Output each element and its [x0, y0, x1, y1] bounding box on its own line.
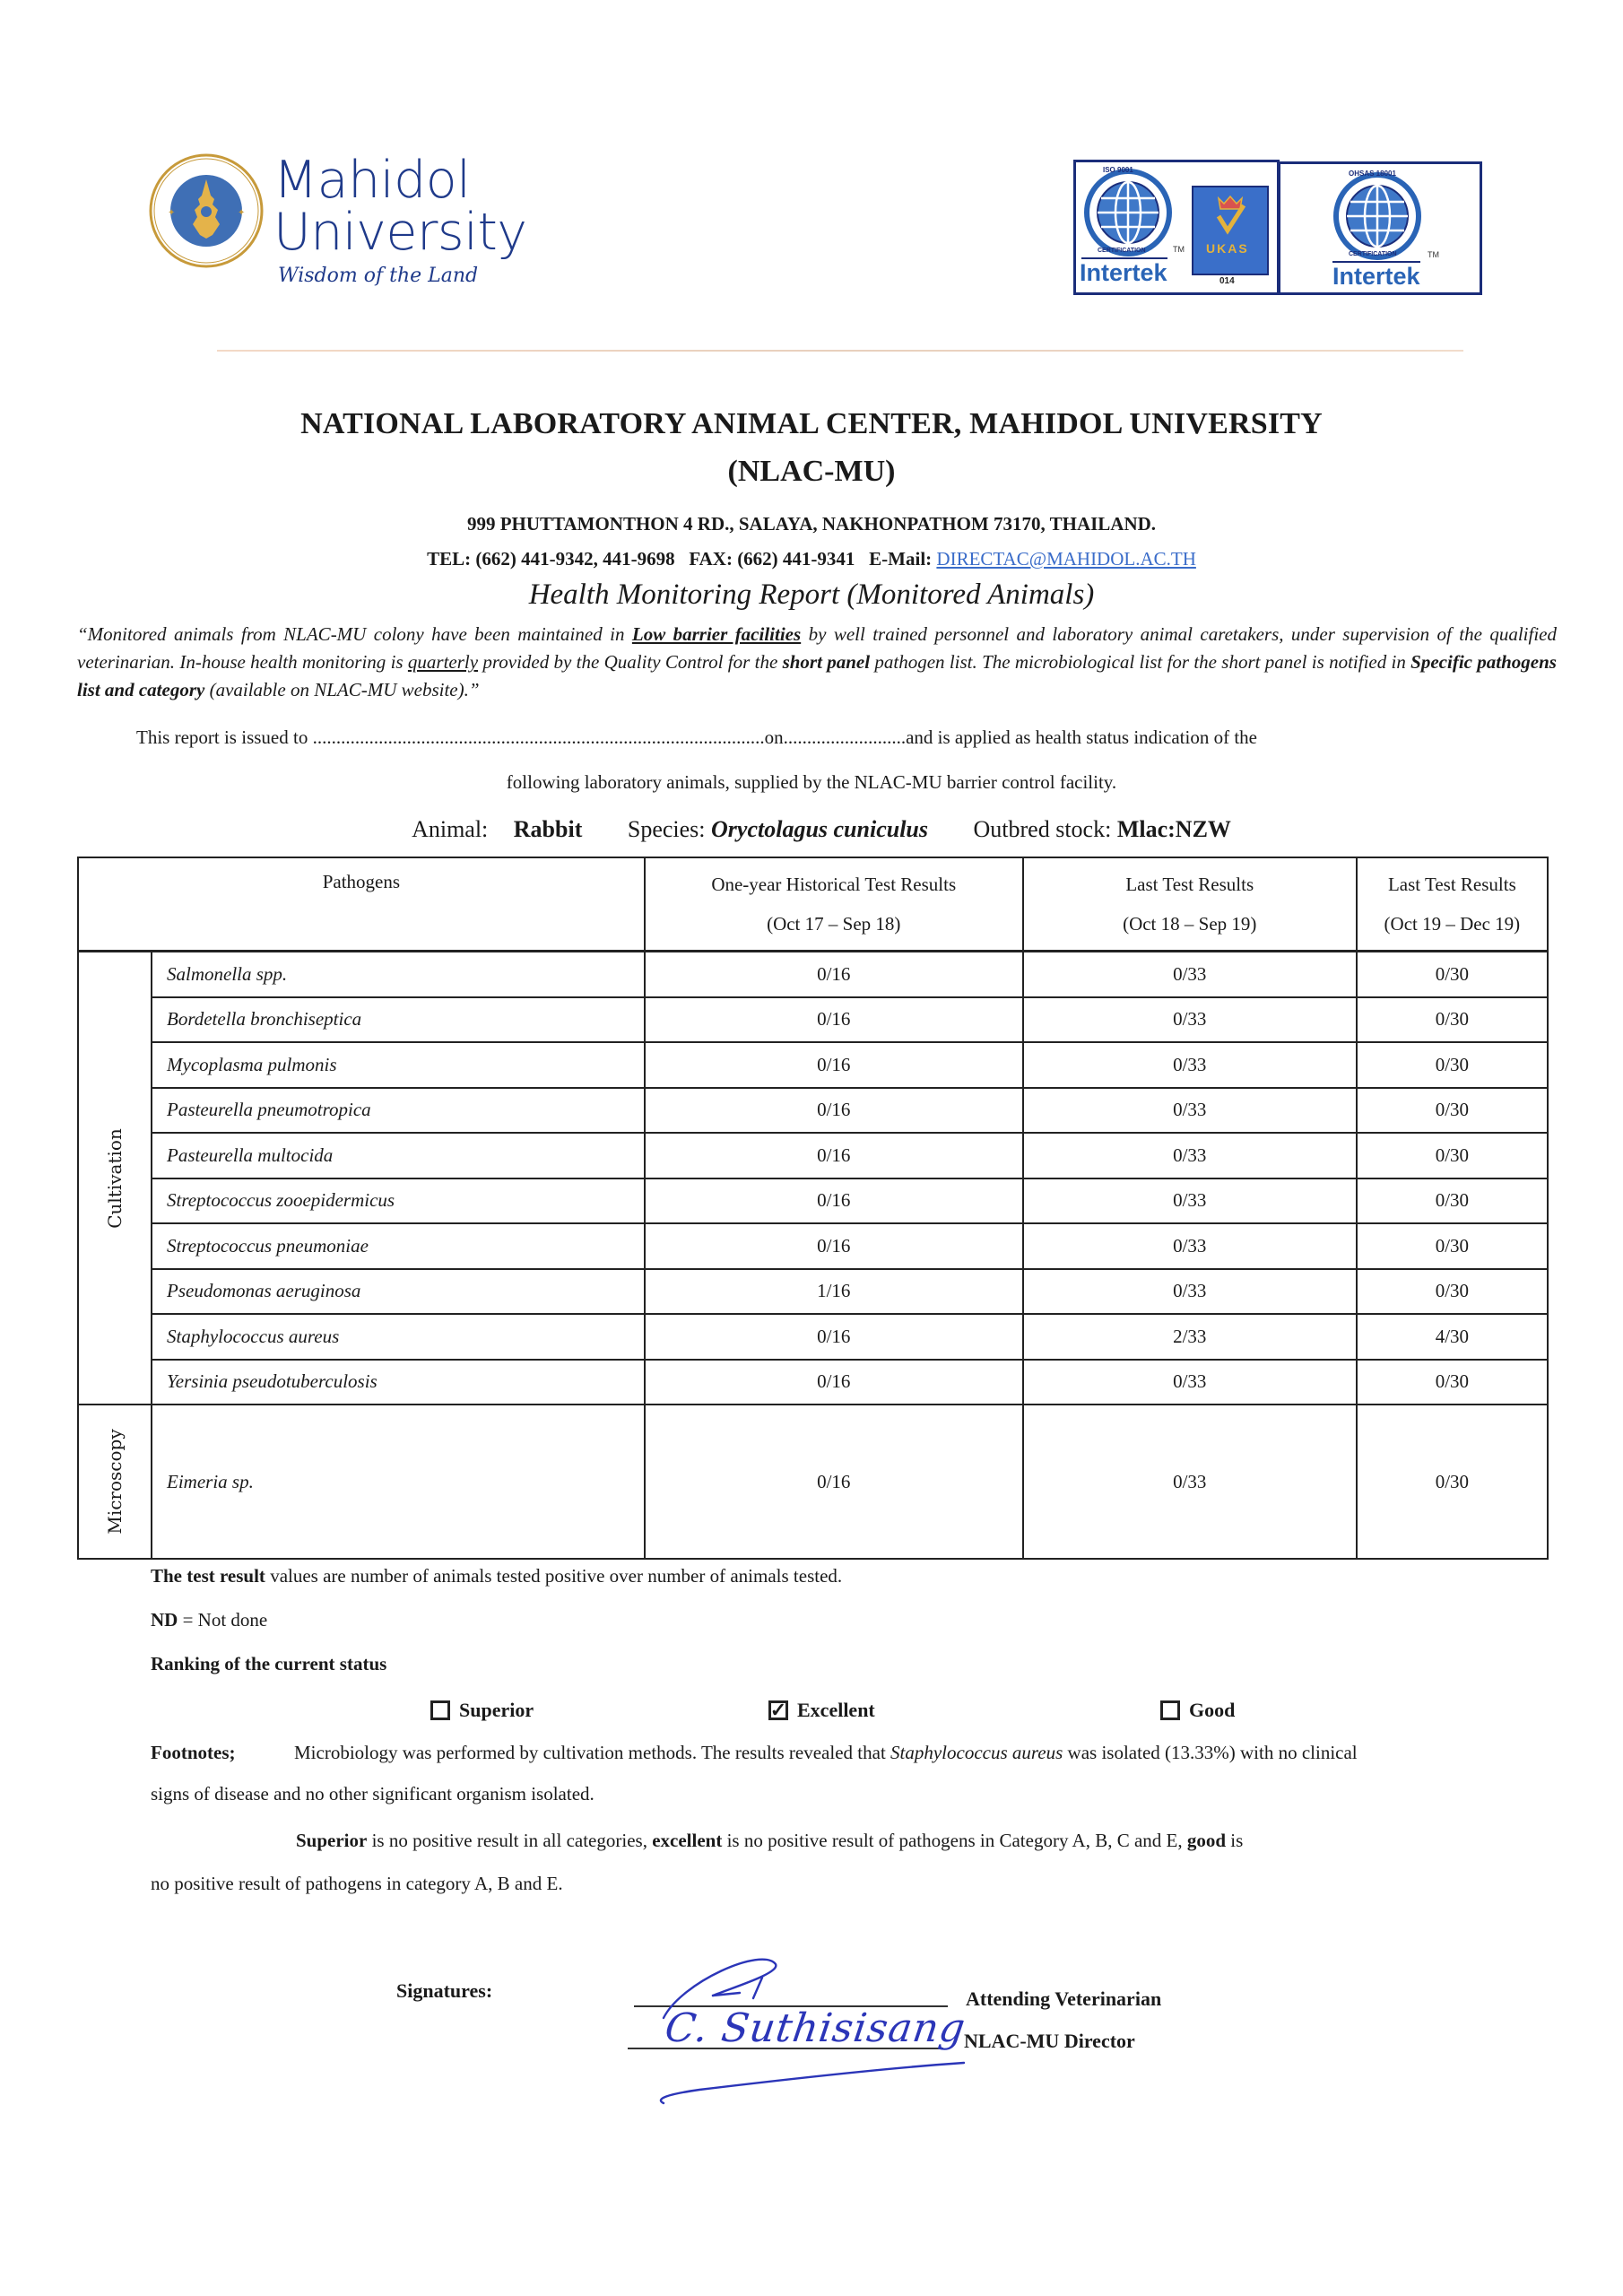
facility-type: Low barrier facilities: [631, 623, 802, 645]
pathogen-name: Mycoplasma pulmonis: [152, 1042, 645, 1088]
group-label: Cultivation: [104, 1127, 126, 1229]
species-value: Oryctolagus cuniculus: [711, 816, 929, 842]
pathogen-name: Pasteurella pneumotropica: [152, 1088, 645, 1134]
ranking-label: Excellent: [797, 1699, 875, 1721]
pathogen-name: Staphylococcus aureus: [152, 1314, 645, 1360]
last-result-1: 0/33: [1023, 1088, 1357, 1134]
issued-to-line: This report is issued to ................................................................................................on..........................and is applied as health status indication of the: [136, 726, 1257, 748]
footnote-definitions: [296, 1830, 1243, 1852]
intro-text: pathogen list. The microbiological list for the short panel is notified in: [870, 651, 1411, 673]
last-result-1: 0/33: [1023, 1360, 1357, 1405]
last-result-1: 0/33: [1023, 997, 1357, 1043]
crown-check-icon: [1213, 193, 1247, 238]
group-cell-cultivation: [78, 952, 152, 1405]
footnote-text: was isolated (13.33%) with no clinical: [1063, 1742, 1358, 1763]
checkbox-icon[interactable]: [1160, 1700, 1180, 1720]
pathogen-name: Salmonella spp.: [152, 952, 645, 997]
fax-label: FAX:: [689, 548, 733, 570]
table-row: [78, 1042, 1548, 1088]
last-result-1: 0/33: [1023, 952, 1357, 997]
ranking-label: Good: [1189, 1699, 1236, 1721]
last-result-2: 0/30: [1357, 1269, 1548, 1315]
animal-value: Rabbit: [513, 816, 583, 842]
ukas-badge: [1192, 186, 1269, 275]
group-label: Microscopy: [104, 1429, 126, 1535]
note-bold: The test result: [151, 1565, 265, 1587]
university-seal-icon: [148, 152, 265, 269]
trademark-label: TM: [1173, 245, 1185, 254]
header-divider: [217, 350, 1463, 352]
ranking-option-good[interactable]: [1160, 1699, 1235, 1722]
globe-icon: [1332, 171, 1422, 261]
intro-text: by well trained personnel and laboratory animal caretakers, under supervision of the qualified veterinarian. In-house health monitoring is: [77, 623, 1558, 673]
intro-paragraph: [77, 621, 1557, 704]
table-row: [78, 1360, 1548, 1405]
note-text: = Not done: [178, 1609, 268, 1631]
handwritten-signature: C. Suthisisang: [662, 2005, 969, 2051]
last-result-1: 0/33: [1023, 1133, 1357, 1178]
ohsas-scheme-label: OHSAS 18001: [1349, 170, 1396, 178]
signatures-label: Signatures:: [396, 1979, 493, 2002]
stock-label: Outbred stock:: [973, 816, 1112, 842]
ranking-title: Ranking of the current status: [151, 1653, 387, 1674]
university-name-line2: University: [273, 203, 527, 262]
last-result-2: 0/30: [1357, 1405, 1548, 1559]
intertek-logo-text: Intertek: [1080, 259, 1167, 286]
historical-result: 0/16: [645, 1223, 1023, 1269]
monitoring-frequency: quarterly: [407, 651, 479, 673]
last-result-2: 0/30: [1357, 997, 1548, 1043]
table-row: [78, 1223, 1548, 1269]
last-result-2: 0/30: [1357, 1042, 1548, 1088]
pathogen-list-name: Specific pathogens list and category: [77, 651, 1557, 700]
historical-result: 0/16: [645, 1042, 1023, 1088]
footnote-text: Microbiology was performed by cultivation methods. The results revealed that: [294, 1742, 891, 1763]
historical-result: 0/16: [645, 1360, 1023, 1405]
def-term: excellent: [652, 1830, 723, 1851]
header-last-2: [1357, 857, 1548, 952]
note-bold: ND: [151, 1609, 178, 1631]
pathogen-name: Pasteurella multocida: [152, 1133, 645, 1178]
svg-text:✦: ✦: [168, 208, 176, 218]
header-label: Last Test Results: [1387, 874, 1516, 895]
nd-note: [151, 1609, 267, 1631]
last-result-2: 0/30: [1357, 1223, 1548, 1269]
intro-text: (available on NLAC-MU website).”: [204, 679, 480, 700]
email-label: E-Mail:: [869, 548, 933, 570]
historical-result: 0/16: [645, 1133, 1023, 1178]
footnote-line-1: [151, 1742, 1567, 1764]
animal-info: [0, 816, 1623, 843]
organization-abbreviation: (NLAC-MU): [727, 455, 896, 488]
historical-result: 0/16: [645, 1178, 1023, 1224]
header-pathogens: [78, 857, 645, 952]
tel-value: (662) 441-9342, 441-9698: [475, 548, 675, 570]
footnote-line-4: no positive result of pathogens in category A, B and E.: [151, 1873, 563, 1894]
historical-result: 0/16: [645, 997, 1023, 1043]
last-result-2: 0/30: [1357, 1088, 1548, 1134]
organization-title: NATIONAL LABORATORY ANIMAL CENTER, MAHIDOL UNIVERSITY: [300, 407, 1323, 440]
last-result-1: 0/33: [1023, 1223, 1357, 1269]
footnotes-label: Footnotes;: [151, 1742, 236, 1763]
ukas-number: 014: [1219, 276, 1235, 286]
header-label: Pathogens: [322, 871, 401, 892]
test-result-note: [151, 1565, 842, 1587]
fax-value: (662) 441-9341: [737, 548, 855, 570]
university-name-line1: Mahidol: [273, 151, 471, 210]
last-result-1: 0/33: [1023, 1405, 1357, 1559]
last-result-1: 0/33: [1023, 1178, 1357, 1224]
table-row: [78, 1269, 1548, 1315]
table-row: [78, 1133, 1548, 1178]
historical-result: 0/16: [645, 1088, 1023, 1134]
stock-field: [974, 816, 1231, 842]
pathogen-name: Streptococcus pneumoniae: [152, 1223, 645, 1269]
historical-result: 1/16: [645, 1269, 1023, 1315]
animal-label: Animal:: [412, 816, 489, 842]
table-row: [78, 997, 1548, 1043]
ranking-label: Superior: [459, 1699, 534, 1721]
pathogen-name: Streptococcus zooepidermicus: [152, 1178, 645, 1224]
table-header-row: [78, 857, 1548, 952]
last-result-2: 0/30: [1357, 1133, 1548, 1178]
table-row: [78, 1314, 1548, 1360]
table-row: [78, 1405, 1548, 1559]
university-logo: [148, 144, 534, 300]
checked-checkbox-icon[interactable]: ✓: [769, 1699, 787, 1721]
supplied-by-line: following laboratory animals, supplied by the NLAC-MU barrier control facility.: [506, 771, 1117, 793]
def-text: is no positive result of pathogens in Category A, B, C and E,: [722, 1830, 1187, 1851]
checkbox-icon[interactable]: [430, 1700, 450, 1720]
table-row: [78, 1088, 1548, 1134]
header-historical: [645, 857, 1023, 952]
historical-result: 0/16: [645, 1314, 1023, 1360]
ranking-option-excellent[interactable]: [768, 1699, 875, 1722]
header-period: (Oct 17 – Sep 18): [767, 913, 901, 935]
ohsas-18001-certification-badge: [1278, 161, 1482, 295]
table-body: [78, 952, 1548, 1560]
table-row: [78, 1178, 1548, 1224]
header-period: (Oct 18 – Sep 19): [1123, 913, 1257, 935]
header-period: (Oct 19 – Dec 19): [1384, 913, 1521, 935]
last-result-2: 4/30: [1357, 1314, 1548, 1360]
intertek-logo-text: Intertek: [1332, 263, 1420, 290]
historical-result: 0/16: [645, 952, 1023, 997]
pathogen-name: Eimeria sp.: [152, 1405, 645, 1559]
last-result-1: 0/33: [1023, 1269, 1357, 1315]
pathogen-name: Yersinia pseudotuberculosis: [152, 1360, 645, 1405]
email-link[interactable]: DIRECTAC@MAHIDOL.AC.TH: [936, 548, 1196, 570]
last-result-2: 0/30: [1357, 1360, 1548, 1405]
iso-9001-certification-badge: [1073, 160, 1280, 295]
table-row: [78, 952, 1548, 997]
last-result-2: 0/30: [1357, 1178, 1548, 1224]
results-table: [77, 857, 1549, 1560]
def-term: good: [1186, 1830, 1227, 1851]
tel-label: TEL:: [427, 548, 472, 570]
historical-result: 0/16: [645, 1405, 1023, 1559]
role-director: NLAC-MU Director: [964, 2030, 1135, 2052]
note-text: values are number of animals tested positive over number of animals tested.: [265, 1565, 843, 1587]
report-title: Health Monitoring Report (Monitored Animals): [528, 578, 1095, 611]
def-text: is: [1226, 1830, 1244, 1851]
contact-line: [0, 548, 1623, 570]
svg-text:✦: ✦: [238, 208, 246, 218]
def-term: Superior: [296, 1830, 368, 1851]
stock-value: Mlac:NZW: [1116, 816, 1231, 842]
animal-field: [392, 816, 582, 842]
footnote-organism: Staphylococcus aureus: [890, 1742, 1063, 1763]
footnote-line-2: signs of disease and no other significant organism isolated.: [151, 1783, 595, 1805]
def-text: is no positive result in all categories,: [367, 1830, 653, 1851]
ukas-label: UKAS: [1206, 241, 1249, 256]
panel-type: short panel: [782, 651, 871, 673]
iso-scheme-label: ISO 9001: [1103, 166, 1133, 174]
header-label: Last Test Results: [1125, 874, 1254, 895]
organization-address: 999 PHUTTAMONTHON 4 RD., SALAYA, NAKHONPATHOM 73170, THAILAND.: [466, 513, 1157, 535]
university-tagline: Wisdom of the Land: [278, 265, 479, 287]
header-last-1: [1023, 857, 1357, 952]
intro-text: provided by the Quality Control for the: [478, 651, 783, 673]
intro-text: “Monitored animals from NLAC-MU colony have been maintained in: [77, 623, 632, 645]
last-result-1: 2/33: [1023, 1314, 1357, 1360]
last-result-1: 0/33: [1023, 1042, 1357, 1088]
role-attending-veterinarian: Attending Veterinarian: [966, 1987, 1162, 2010]
globe-icon: [1083, 168, 1173, 257]
pathogen-name: Pseudomonas aeruginosa: [152, 1269, 645, 1315]
pathogen-name: Bordetella bronchiseptica: [152, 997, 645, 1043]
university-name: [273, 151, 527, 262]
last-result-2: 0/30: [1357, 952, 1548, 997]
iso-sub-label: CERTIFICATION: [1098, 248, 1146, 254]
species-label: Species:: [627, 816, 706, 842]
ranking-option-superior[interactable]: [430, 1699, 534, 1722]
trademark-label: TM: [1428, 250, 1439, 259]
species-field: [628, 816, 928, 842]
header-label: One-year Historical Test Results: [711, 874, 957, 895]
ohsas-sub-label: CERTIFICATION: [1349, 251, 1397, 257]
group-cell-microscopy: [78, 1405, 152, 1559]
